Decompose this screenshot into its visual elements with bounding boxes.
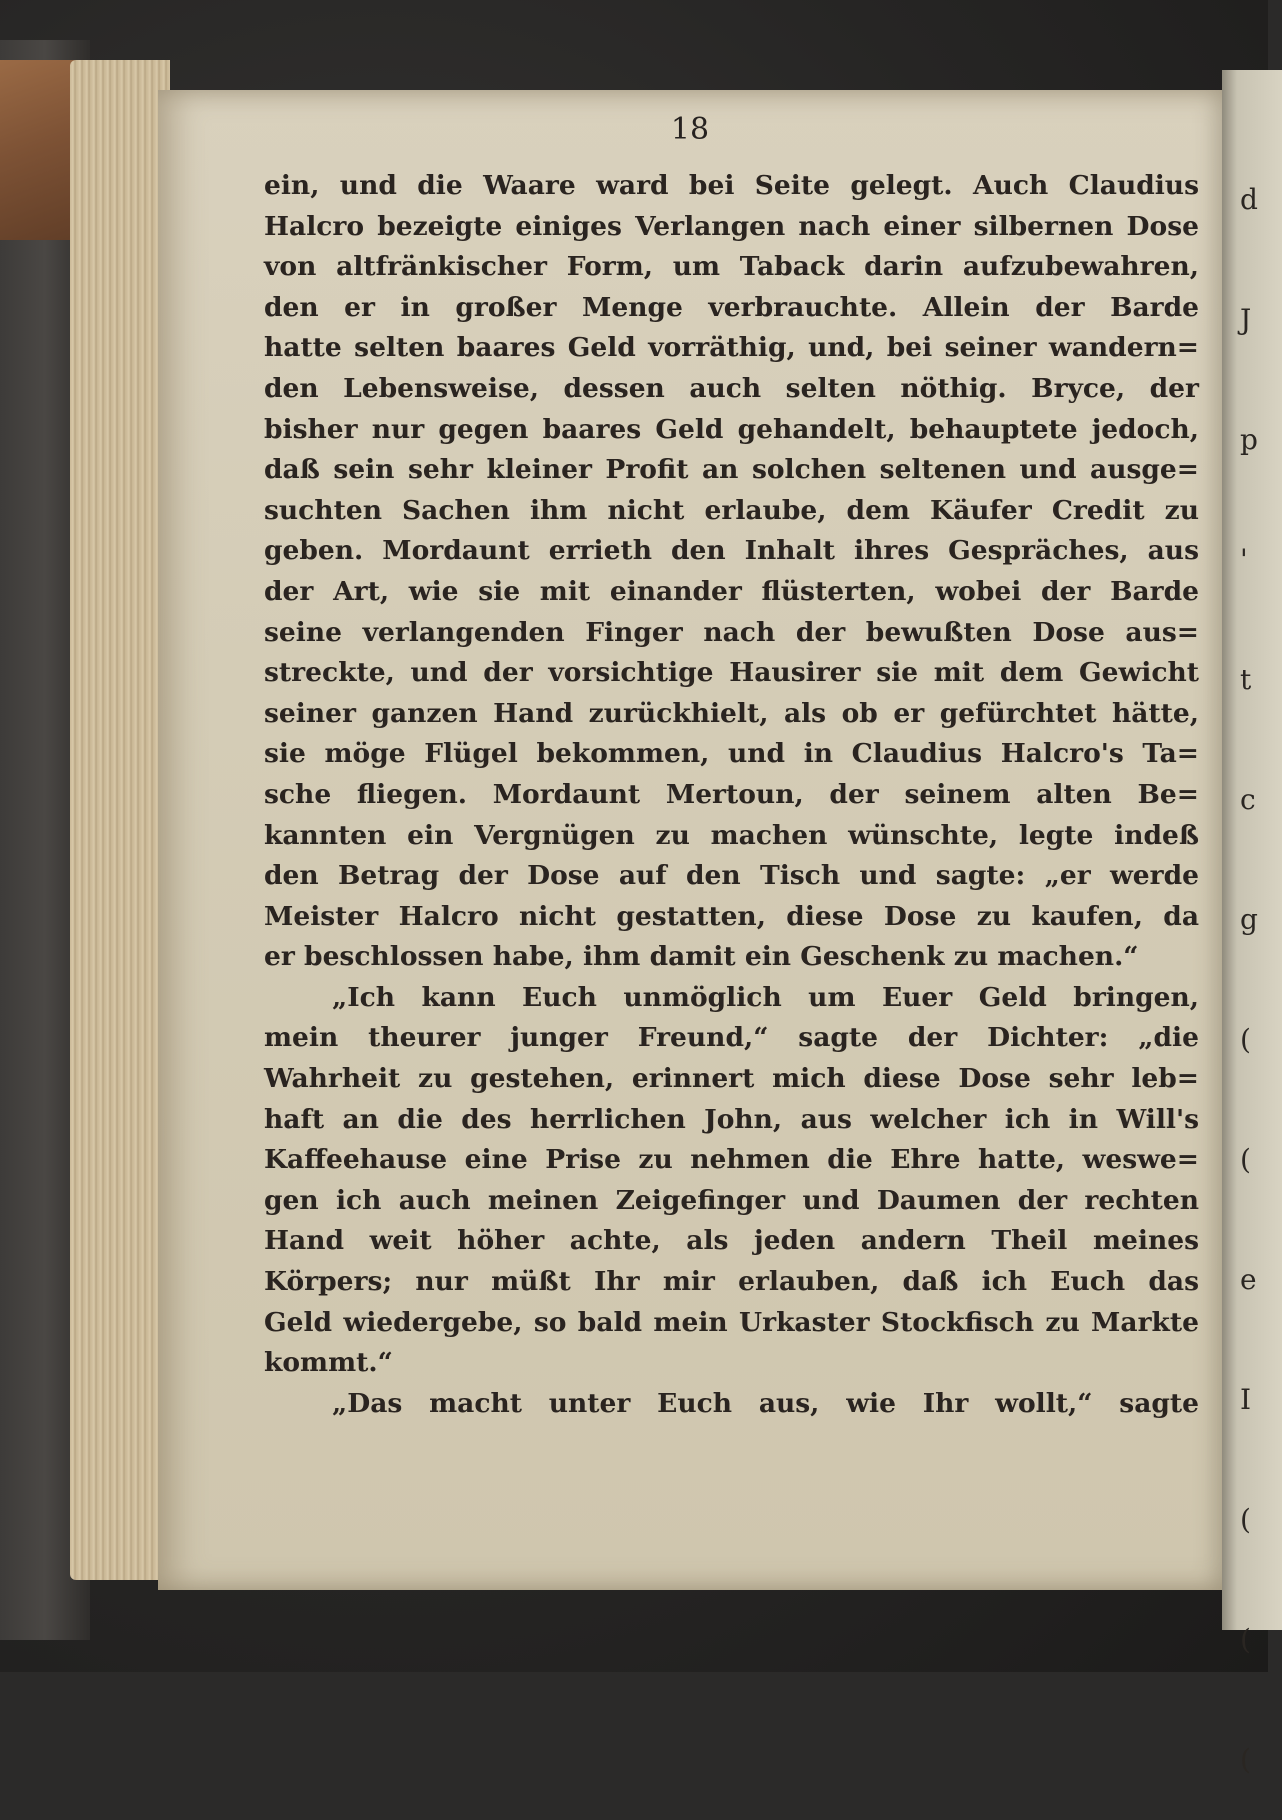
next-page-letters [1240, 140, 1270, 1820]
text-line: seine verlangenden Finger nach der bewußten Dose aus= [264, 616, 1199, 648]
text-line: Hand weit höher achte, als jeden andern Theil meines [264, 1225, 1199, 1257]
text-line: gen ich auch meinen Zeigefinger und Daumen der rechten [264, 1184, 1199, 1216]
next-page-letter: d [1240, 183, 1258, 216]
next-page-letter: t [1240, 663, 1252, 696]
next-page-letter: ' [1240, 543, 1248, 576]
text-line: daß sein sehr kleiner Profit an solchen seltenen und ausge= [264, 454, 1199, 486]
text-line: von altfränkischer Form, um Taback darin aufzubewahren, [264, 251, 1199, 283]
next-page-letter: ( [1240, 1143, 1251, 1176]
text-line: sche fliegen. Mordaunt Mertoun, der seinem alten Be= [264, 778, 1199, 810]
next-page-letter: I [1240, 1383, 1252, 1416]
next-page-letter: c [1240, 783, 1256, 816]
text-line: streckte, und der vorsichtige Hausirer sie mit dem Gewicht [264, 657, 1199, 689]
text-line: seiner ganzen Hand zurückhielt, als ob er gefürchtet hätte, [264, 697, 1199, 729]
next-page-letter: e [1240, 1263, 1257, 1296]
page-stack-edges [70, 60, 170, 1580]
text-line: hatte selten baares Geld vorräthig, und, bei seiner wandern= [264, 332, 1199, 364]
book-page [158, 90, 1222, 1590]
text-line: sie möge Flügel bekommen, und in Claudius Halcro's Ta= [264, 738, 1199, 770]
text-line: Geld wiedergebe, so bald mein Urkaster Stockfisch zu Markte [264, 1306, 1199, 1338]
text-line: den er in großer Menge verbrauchte. Allein der Barde [264, 291, 1199, 323]
text-line: haft an die des herrlichen John, aus welcher ich in Will's [264, 1103, 1199, 1135]
text-line: den Betrag der Dose auf den Tisch und sagte: „er werde [264, 860, 1199, 892]
text-line: Meister Halcro nicht gestatten, diese Dose zu kaufen, da [264, 900, 1199, 932]
text-line: Wahrheit zu gestehen, erinnert mich diese Dose sehr leb= [264, 1063, 1199, 1095]
text-line: ein, und die Waare ward bei Seite gelegt. Auch Claudius [264, 170, 1199, 201]
next-page-letter: ( [1240, 1023, 1251, 1056]
next-page-letter: p [1240, 423, 1258, 456]
next-page-letter: ( [1240, 1503, 1251, 1536]
text-line: kannten ein Vergnügen zu machen wünschte, legte indeß [264, 819, 1199, 851]
text-line: kommt.“ [264, 1347, 393, 1379]
text-line: suchten Sachen ihm nicht erlaube, dem Käufer Credit zu [264, 494, 1199, 526]
next-page-letter: ( [1240, 1743, 1251, 1776]
text-line: „Ich kann Euch unmöglich um Euer Geld bringen, [332, 981, 1199, 1013]
text-line: der Art, wie sie mit einander flüsterten, wobei der Barde [264, 575, 1199, 607]
page-text [264, 166, 1199, 1424]
text-line: Halcro bezeigte einiges Verlangen nach einer silbernen Dose [264, 210, 1199, 242]
text-line: den Lebensweise, dessen auch selten nöthig. Bryce, der [264, 372, 1199, 404]
text-line: bisher nur gegen baares Geld gehandelt, behauptete jedoch, [264, 413, 1199, 445]
text-line: Kaffeehause eine Prise zu nehmen die Ehre hatte, weswe= [264, 1144, 1199, 1176]
text-line: Körpers; nur müßt Ihr mir erlauben, daß ich Euch das [264, 1266, 1199, 1298]
page-number: 18 [670, 112, 710, 147]
next-page-letter: g [1240, 903, 1258, 936]
text-line: mein theurer junger Freund,“ sagte der Dichter: „die [264, 1022, 1199, 1054]
text-line: er beschlossen habe, ihm damit ein Geschenk zu machen.“ [264, 941, 1139, 973]
next-page-letter: J [1240, 303, 1252, 336]
text-line: „Das macht unter Euch aus, wie Ihr wollt,“ sagte [332, 1387, 1199, 1419]
next-page-letter: ( [1240, 1623, 1251, 1656]
text-line: geben. Mordaunt errieth den Inhalt ihres Gespräches, aus [264, 535, 1199, 567]
